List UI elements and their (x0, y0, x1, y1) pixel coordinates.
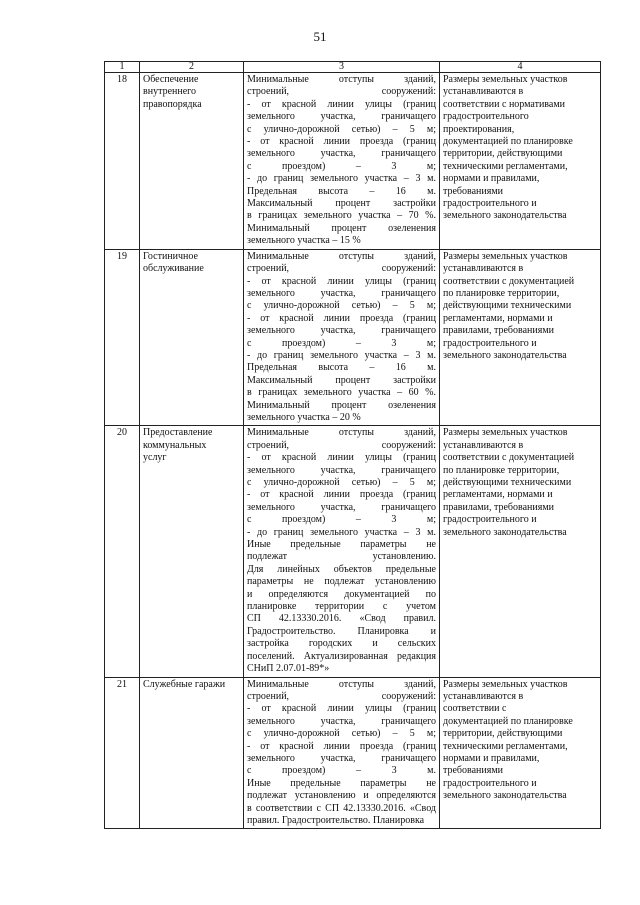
parameters-line: и определяются документацией по (247, 588, 436, 600)
parameters-line: правил. Градостроительство. Планировка (247, 814, 425, 826)
use-type-line: Обеспечение (143, 74, 199, 85)
use-type-cell (140, 426, 244, 677)
parameters-line: - до границ земельного участка – 3 м. (247, 526, 436, 538)
use-type-cell (140, 249, 244, 426)
parameters-cell (244, 426, 440, 677)
notes-line: градостроительного и (443, 198, 537, 210)
notes-line: действующими техническими (443, 477, 572, 488)
table-row (105, 677, 601, 829)
parameters-line: Иные предельные параметры не (247, 539, 436, 551)
notes-line: нормами и правилами, (443, 173, 540, 185)
parameters-line: - от красной линии улицы (границ (247, 703, 436, 715)
notes-line: требованиями (443, 185, 504, 197)
notes-line: Размеры земельных участков (443, 427, 568, 439)
use-type-line: Гостиничное (143, 250, 198, 262)
parameters-line: Максимальный процент застройки (247, 374, 436, 386)
notes-cell (440, 73, 601, 250)
parameters-line: с проездом) – 3 м; (247, 337, 436, 349)
parameters-line: Минимальный процент озеленения (247, 222, 436, 234)
parameters-line: - от красной линии улицы (границ (247, 98, 436, 110)
parameters-line: с проездом) – 3 м. (247, 765, 436, 777)
parameters-line: - от красной линии проезда (границ (247, 136, 436, 148)
parameters-line: Минимальный процент озеленения (247, 399, 436, 411)
use-type-line: обслуживание (143, 263, 204, 275)
row-number-cell: 18 (105, 73, 140, 250)
parameters-line: поселений. Актуализированная редакция (247, 650, 436, 662)
parameters-line: СП 42.13330.2016. «Свод правил. (247, 613, 436, 625)
notes-line: градостроительного и (443, 337, 537, 349)
parameters-line: земельного участка, граничащего (247, 715, 436, 727)
parameters-line: с улично-дорожной сетью) – 5 м; (247, 477, 436, 488)
notes-line: правилами, требованиями (443, 325, 555, 337)
column-header-3: 3 (244, 62, 440, 73)
notes-line: правилами, требованиями (443, 501, 555, 513)
parameters-line: - от красной линии проезда (границ (247, 740, 436, 752)
use-type-line: внутреннего (143, 86, 196, 98)
notes-line: градостроительного (443, 111, 529, 123)
parameters-cell (244, 73, 440, 250)
notes-line: соответствии с (443, 703, 507, 715)
parameters-line: земельного участка, граничащего (247, 111, 436, 123)
notes-cell (440, 426, 601, 677)
parameters-line: застройка городских и сельских (247, 638, 436, 650)
parameters-line: Минимальные отступы зданий, (247, 678, 436, 690)
use-type-line: коммунальных (143, 439, 207, 451)
notes-line: земельного законодательства (443, 210, 567, 222)
notes-line: действующими техническими (443, 300, 572, 312)
row-number-cell: 20 (105, 426, 140, 677)
table-row (105, 73, 601, 250)
notes-line: требованиями (443, 765, 504, 777)
parameters-line: земельного участка, граничащего (247, 501, 436, 513)
notes-line: нормами и правилами, (443, 752, 540, 764)
notes-line: проектирования, (443, 123, 515, 135)
notes-line: техническими регламентами, (443, 160, 568, 172)
parameters-line: подлежат установлению. (247, 551, 436, 563)
use-type-line: Служебные гаражи (143, 678, 226, 690)
notes-line: устанавливаются в (443, 86, 524, 98)
notes-line: территории, действующими (443, 728, 563, 740)
parameters-line: Предельная высота – 16 м. (247, 362, 436, 374)
notes-line: устанавливаются в (443, 439, 524, 451)
parameters-line: параметры не подлежат установлению (247, 576, 436, 588)
notes-line: соответствии с документацией (443, 275, 575, 287)
notes-line: регламентами, нормами и (443, 489, 553, 501)
parameters-line: земельного участка – 20 % (247, 411, 361, 423)
parameters-line: строений, сооружений: (247, 439, 436, 451)
parameters-line: Градостроительство. Планировка и (247, 625, 436, 637)
parameters-line: Минимальные отступы зданий, (247, 250, 436, 262)
table-row (105, 426, 601, 677)
column-header-2: 2 (140, 62, 244, 73)
notes-line: соответствии с документацией (443, 452, 575, 464)
notes-line: градостроительного и (443, 777, 537, 789)
column-header-4: 4 (440, 62, 601, 73)
parameters-line: - от красной линии проезда (границ (247, 312, 436, 324)
notes-line: территории, действующими (443, 148, 563, 160)
notes-line: устанавливаются в (443, 690, 524, 702)
parameters-line: в границах земельного участка – 70 %. (247, 210, 436, 222)
parameters-line: - от красной линии проезда (границ (247, 489, 436, 501)
table-row (105, 249, 601, 426)
parameters-line: земельного участка, граничащего (247, 464, 436, 476)
parameters-line: - от красной линии улицы (границ (247, 452, 436, 464)
parameters-line: - до границ земельного участка – 3 м. (247, 173, 436, 185)
use-type-line: услуг (143, 452, 167, 464)
regulations-table (104, 61, 601, 829)
parameters-line: земельного участка, граничащего (247, 752, 436, 764)
page-number: 51 (313, 29, 327, 44)
row-number-cell: 19 (105, 249, 140, 426)
notes-line: по планировке территории, (443, 287, 560, 299)
row-number-cell: 21 (105, 677, 140, 829)
parameters-line: строений, сооружений: (247, 263, 436, 275)
parameters-line: планировке территории с учетом (247, 601, 436, 613)
parameters-line: в границах земельного участка – 60 %. (247, 387, 436, 399)
parameters-line: с улично-дорожной сетью) – 5 м; (247, 123, 436, 135)
parameters-line: Максимальный процент застройки (247, 198, 436, 210)
parameters-line: земельного участка – 15 % (247, 235, 361, 247)
parameters-line: - до границ земельного участка – 3 м. (247, 349, 436, 361)
parameters-line: - от красной линии улицы (границ (247, 275, 436, 287)
notes-line: документацией по планировке (443, 136, 573, 148)
notes-line: Размеры земельных участков (443, 250, 568, 262)
notes-cell (440, 677, 601, 829)
notes-line: регламентами, нормами и (443, 312, 553, 324)
parameters-line: Минимальные отступы зданий, (247, 74, 436, 85)
notes-line: техническими регламентами, (443, 740, 568, 752)
notes-line: документацией по планировке (443, 715, 573, 727)
parameters-line: земельного участка, граничащего (247, 287, 436, 299)
notes-cell (440, 249, 601, 426)
parameters-cell (244, 677, 440, 829)
notes-line: земельного законодательства (443, 526, 567, 538)
notes-line: устанавливаются в (443, 263, 524, 275)
notes-line: градостроительного и (443, 514, 537, 526)
parameters-line: с улично-дорожной сетью) – 5 м; (247, 728, 436, 740)
table-body (105, 73, 601, 829)
parameters-line: с проездом) – 3 м; (247, 514, 436, 526)
parameters-line: подлежат установлению и определяются (247, 790, 436, 802)
parameters-line: Предельная высота – 16 м. (247, 185, 436, 197)
notes-line: Размеры земельных участков (443, 74, 568, 85)
use-type-line: правопорядка (143, 98, 202, 110)
parameters-line: с улично-дорожной сетью) – 5 м; (247, 300, 436, 312)
notes-line: по планировке территории, (443, 464, 560, 476)
parameters-line: с проездом) – 3 м; (247, 160, 436, 172)
use-type-line: Предоставление (143, 427, 213, 439)
use-type-cell (140, 677, 244, 829)
use-type-cell (140, 73, 244, 250)
parameters-line: СНиП 2.07.01-89*» (247, 663, 330, 675)
parameters-line: Минимальные отступы зданий, (247, 427, 436, 439)
table-header-row (105, 62, 601, 73)
column-header-1: 1 (105, 62, 140, 73)
parameters-line: строений, сооружений: (247, 86, 436, 98)
parameters-line: Для линейных объектов предельные (247, 563, 436, 575)
notes-line: земельного законодательства (443, 349, 567, 361)
parameters-line: земельного участка, граничащего (247, 148, 436, 160)
parameters-line: Иные предельные параметры не (247, 777, 436, 789)
notes-line: земельного законодательства (443, 790, 567, 802)
parameters-line: строений, сооружений: (247, 690, 436, 702)
notes-line: соответствии с нормативами (443, 98, 566, 110)
parameters-line: земельного участка, граничащего (247, 325, 436, 337)
parameters-line: в соответствии с СП 42.13330.2016. «Свод (247, 802, 436, 814)
parameters-cell (244, 249, 440, 426)
notes-line: Размеры земельных участков (443, 678, 568, 690)
